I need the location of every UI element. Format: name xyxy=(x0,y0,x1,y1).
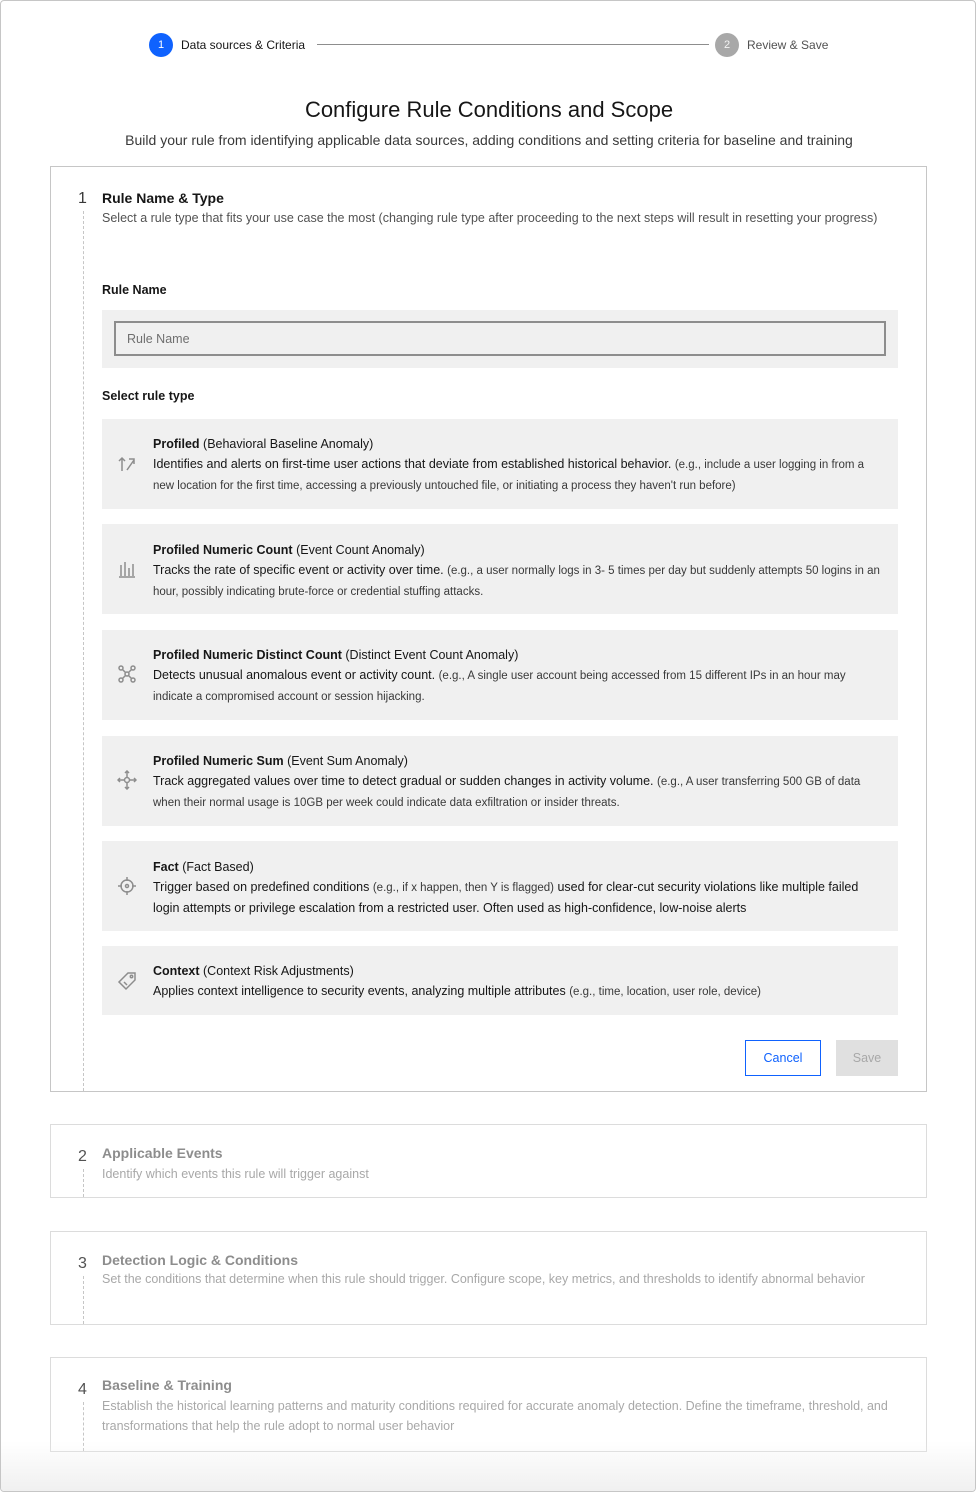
rule-type-name: Profiled Numeric Sum xyxy=(153,754,284,768)
rule-type-name: Fact xyxy=(153,860,179,874)
rule-type-example: (e.g., A single user account being accessed from 15 different IPs in an hour may indicate a compromised account or session hijacking. xyxy=(153,670,846,703)
section-number: 3 xyxy=(78,1255,87,1272)
rule-type-subtitle: (Event Count Anomaly) xyxy=(296,543,425,557)
rule-type-card-profiled[interactable] xyxy=(102,419,898,509)
progress-step-review-save[interactable] xyxy=(715,33,828,57)
rule-type-example: (e.g., if x happen, then Y is flagged) xyxy=(372,882,554,894)
rule-type-description-tail: used for clear-cut security violations like multiple failed login attempts or privilege escalation from a restricted user. Often used as high-confidence, low-noise alerts xyxy=(153,880,859,915)
rule-type-card-context[interactable] xyxy=(102,946,898,1015)
crosshair-icon xyxy=(116,875,138,897)
rule-type-subtitle: (Event Sum Anomaly) xyxy=(287,754,408,768)
section-applicable-events[interactable] xyxy=(50,1124,927,1198)
bar-count-icon xyxy=(116,558,138,580)
cancel-button[interactable]: Cancel xyxy=(745,1040,821,1076)
section-description: Select a rule type that fits your use case the most (changing rule type after proceeding to the next steps will result in resetting your progress) xyxy=(102,211,878,225)
rule-type-subtitle: (Distinct Event Count Anomaly) xyxy=(345,648,519,662)
tag-icon xyxy=(116,970,138,992)
section-title: Applicable Events xyxy=(102,1145,223,1161)
rule-type-text xyxy=(153,645,888,707)
rule-type-card-fact[interactable] xyxy=(102,841,898,931)
rule-type-example: (e.g., a user normally logs in 3- 5 times per day but suddenly attempts 50 logins in an hour, possibly indicating brute-force or credential stuffing attacks. xyxy=(153,565,880,598)
rule-type-description: Detects unusual anomalous event or activity count. xyxy=(153,668,436,682)
section-title: Rule Name & Type xyxy=(102,190,224,206)
rule-name-label: Rule Name xyxy=(102,283,167,297)
trending-arrows-icon xyxy=(116,453,138,475)
page-title: Configure Rule Conditions and Scope xyxy=(304,97,674,122)
rule-type-label: Select rule type xyxy=(102,389,195,403)
rule-type-subtitle: (Fact Based) xyxy=(182,860,254,874)
section-description: Set the conditions that determine when this rule should trigger. Configure scope, key metrics, and thresholds to identify abnormal behavior xyxy=(102,1272,865,1286)
rule-type-card-profiled-numeric-sum[interactable] xyxy=(102,736,898,826)
section-rail xyxy=(83,211,84,1091)
rule-type-name: Profiled xyxy=(153,437,200,451)
network-nodes-icon xyxy=(116,663,138,685)
aggregate-move-icon xyxy=(116,769,138,791)
rule-type-description: Trigger based on predefined conditions xyxy=(153,880,370,894)
section-rule-name-type xyxy=(50,166,927,1092)
section-number: 1 xyxy=(78,190,87,207)
rule-type-card-profiled-numeric-count[interactable] xyxy=(102,524,898,614)
rule-type-text xyxy=(153,751,888,813)
section-title: Detection Logic & Conditions xyxy=(102,1252,298,1268)
progress-step-data-sources[interactable] xyxy=(149,33,305,57)
section-rail xyxy=(83,1276,84,1324)
rule-type-description: Track aggregated values over time to detect gradual or sudden changes in activity volume. xyxy=(153,774,654,788)
rule-type-card-profiled-numeric-distinct-count[interactable] xyxy=(102,630,898,720)
rule-type-example: (e.g., time, location, user role, device) xyxy=(569,986,761,998)
bottom-fade xyxy=(1,1441,975,1491)
rule-name-input-wrapper xyxy=(102,310,898,368)
section-number: 2 xyxy=(78,1148,87,1165)
rule-type-text xyxy=(153,961,888,1002)
step-number-badge: 1 xyxy=(149,33,173,57)
section-description: Identify which events this rule will trigger against xyxy=(102,1167,369,1181)
section-number: 4 xyxy=(78,1381,87,1398)
progress-connector-line xyxy=(317,44,709,45)
step-label: Review & Save xyxy=(747,38,829,52)
rule-type-name: Profiled Numeric Count xyxy=(153,543,293,557)
rule-type-description: Tracks the rate of specific event or activity over time. xyxy=(153,563,444,577)
section-rail xyxy=(83,1169,84,1197)
step-label: Data sources & Criteria xyxy=(181,38,306,52)
page-subtitle: Build your rule from identifying applicable data sources, adding conditions and setting criteria for baseline and training xyxy=(125,132,853,148)
rule-name-input[interactable] xyxy=(114,321,886,356)
rule-type-example: (e.g., A user transferring 500 GB of data when their normal usage is 10GB per week could indicate data exfiltration or insider threats. xyxy=(153,776,861,809)
rule-type-example: (e.g., include a user logging in from a new location for the first time, accessing a previously untouched file, or initiating a process they haven't run before) xyxy=(153,459,865,492)
rule-type-name: Context xyxy=(153,964,200,978)
rule-type-subtitle: (Context Risk Adjustments) xyxy=(203,964,354,978)
save-button[interactable]: Save xyxy=(836,1040,898,1076)
rule-type-subtitle: (Behavioral Baseline Anomaly) xyxy=(203,437,374,451)
rule-type-text xyxy=(153,857,888,918)
rule-type-name: Profiled Numeric Distinct Count xyxy=(153,648,342,662)
section-description: Establish the historical learning patterns and maturity conditions required for accurate anomaly detection. Define the timeframe, threshold, and transformations that help the rule adopt to normal user behavior xyxy=(102,1399,888,1433)
progress-indicator xyxy=(149,33,839,57)
rule-type-description: Applies context intelligence to security events, analyzing multiple attributes xyxy=(153,984,566,998)
rule-type-description: Identifies and alerts on first-time user actions that deviate from established historical behavior. xyxy=(153,457,672,471)
rule-type-text xyxy=(153,540,888,602)
section-title: Baseline & Training xyxy=(102,1377,232,1393)
rule-type-text xyxy=(153,434,888,496)
section-baseline-training[interactable] xyxy=(50,1357,927,1452)
section-detection-logic[interactable] xyxy=(50,1231,927,1325)
step-number-badge: 2 xyxy=(715,33,739,57)
